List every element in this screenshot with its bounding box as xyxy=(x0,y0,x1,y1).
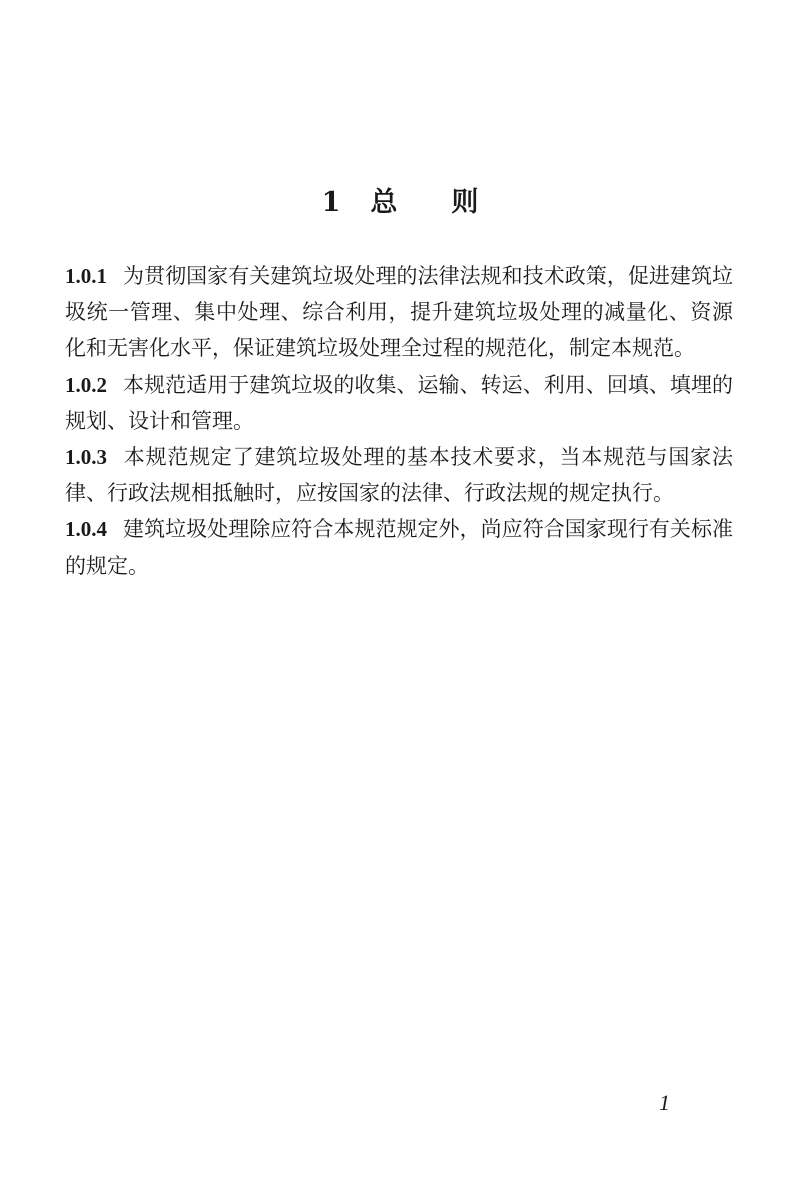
clause-list xyxy=(65,258,733,584)
clause-text: 本规范规定了建筑垃圾处理的基本技术要求，当本规范与国家法律、行政法规相抵触时，应按国家的法律、行政法规的规定执行。 xyxy=(65,445,733,506)
chapter-title xyxy=(0,180,800,219)
clause-text: 本规范适用于建筑垃圾的收集、运输、转运、利用、回填、填埋的规划、设计和管理。 xyxy=(65,372,733,433)
clause-1-0-1 xyxy=(65,258,733,367)
clause-number: 1.0.4 xyxy=(65,517,107,542)
chapter-number: 1 xyxy=(321,187,341,218)
clause-1-0-2 xyxy=(65,367,733,439)
clause-1-0-4 xyxy=(65,511,733,583)
page-number: 1 xyxy=(659,1090,670,1115)
clause-number: 1.0.3 xyxy=(65,445,107,470)
clause-text: 为贯彻国家有关建筑垃圾处理的法律法规和技术政策，促进建筑垃圾统一管理、集中处理、综合利用，提升建筑垃圾处理的减量化、资源化和无害化水平，保证建筑垃圾处理全过程的规范化，制定本规范。 xyxy=(65,264,733,361)
clause-number: 1.0.1 xyxy=(65,264,107,288)
clause-1-0-3 xyxy=(65,439,733,511)
chapter-title-char-1: 总 xyxy=(370,187,398,218)
clause-number: 1.0.2 xyxy=(65,372,107,397)
chapter-title-char-2: 则 xyxy=(451,187,479,218)
clause-text: 建筑垃圾处理除应符合本规范规定外，尚应符合国家现行有关标准的规定。 xyxy=(65,517,733,578)
